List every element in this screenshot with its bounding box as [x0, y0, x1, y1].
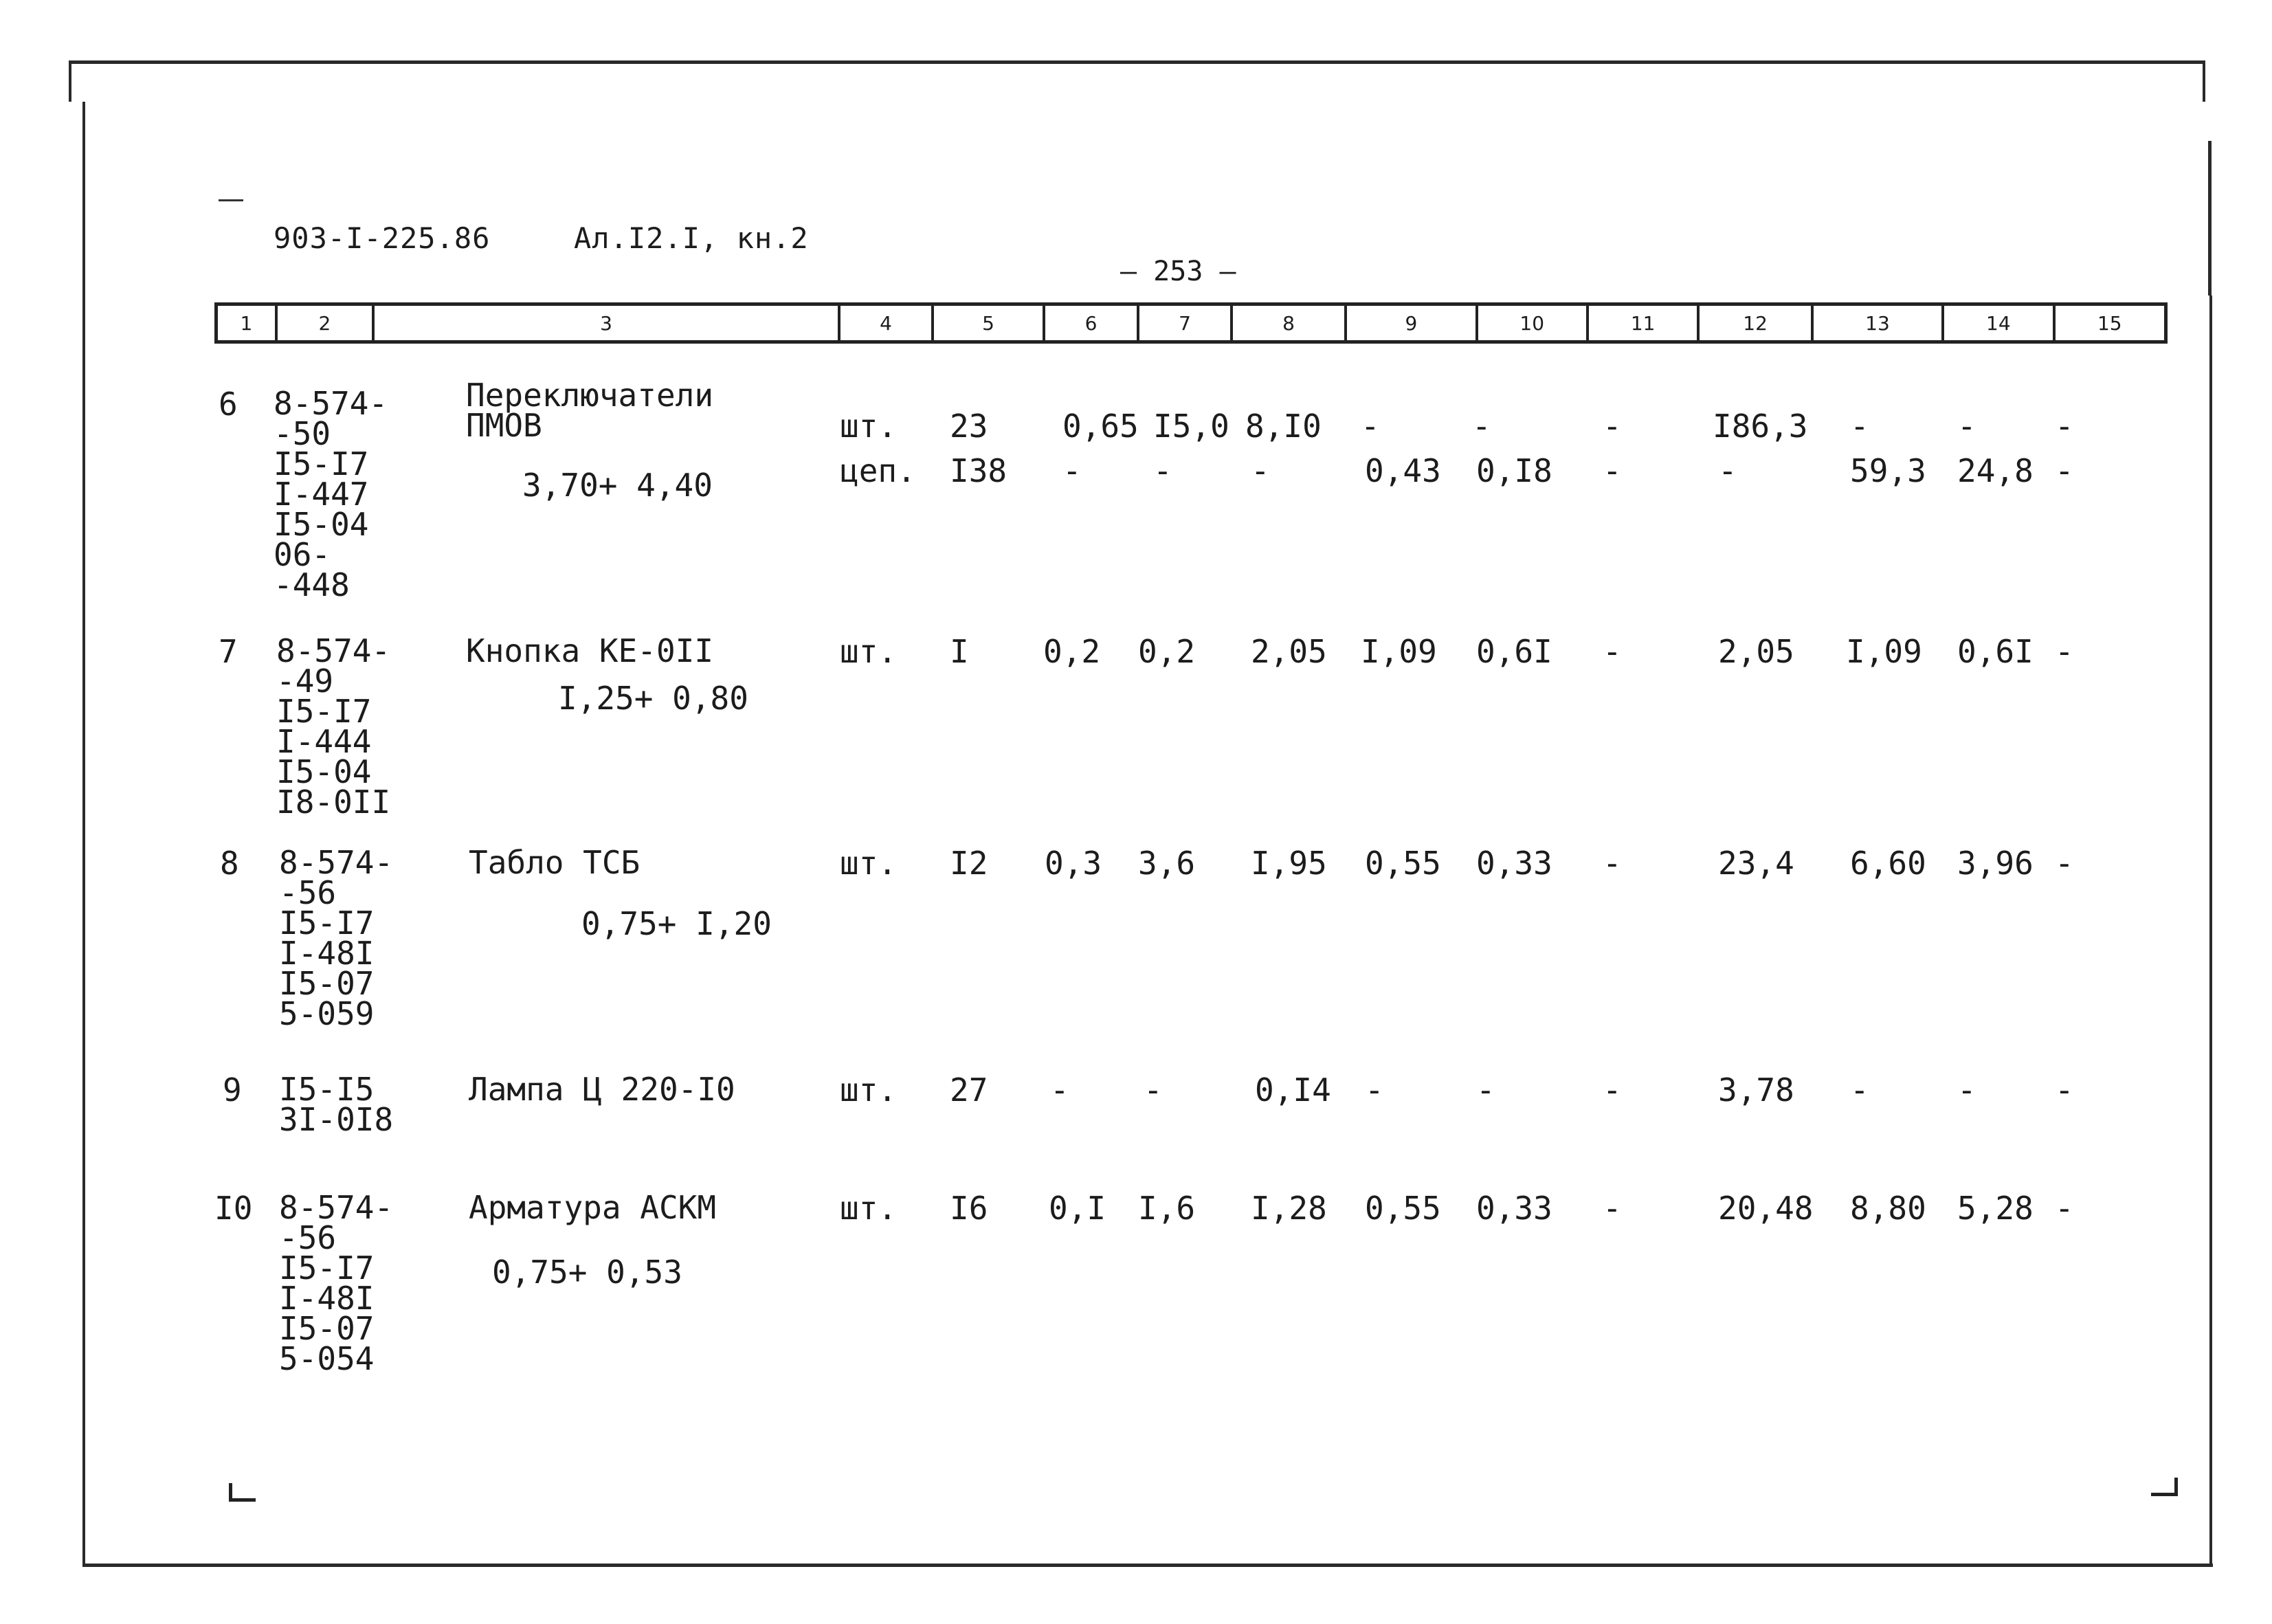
unit: шт.: [840, 1071, 898, 1109]
code-line: I5-07: [279, 965, 375, 1002]
cell-col10: 0,33: [1476, 1190, 1552, 1227]
column-header: 15: [2097, 311, 2122, 335]
item-size: 0,75+ I,20: [581, 905, 772, 942]
column-header: 7: [1139, 306, 1233, 340]
frame-top-border: [69, 60, 2205, 64]
cell-col9: 0,55: [1365, 1190, 1441, 1227]
code-line: 06-: [274, 536, 331, 573]
cell-col7: 3,6: [1138, 845, 1196, 882]
cell-col15: -: [2055, 633, 2074, 670]
cell-col5: 27: [950, 1071, 988, 1109]
cell-col8: I,95: [1251, 845, 1327, 882]
code-line: 3I-0I8: [279, 1101, 394, 1138]
cell-col12: 23,4: [1718, 845, 1794, 882]
frame-bottom-border: [82, 1564, 2213, 1567]
cell-col8: I,28: [1251, 1190, 1327, 1227]
column-header: 2: [278, 306, 375, 340]
cell-col10: 0,6I: [1476, 633, 1552, 670]
column-header: 9: [1347, 306, 1478, 340]
cell-col6: 0,65: [1062, 408, 1139, 445]
cell-col9: 0,43: [1365, 452, 1441, 489]
code-line: 8-574-: [279, 1189, 394, 1226]
item-name: [469, 1189, 717, 1226]
column-header: 14: [1944, 306, 2055, 340]
sheet-reference: Ал.I2.I, кн.2: [574, 221, 809, 255]
code-line: 8-574-: [279, 844, 394, 881]
code-line: -56: [279, 874, 337, 911]
cell-col10: -: [1472, 408, 1491, 445]
cell-col14: 24,8: [1957, 452, 2034, 489]
code-line: I5-07: [279, 1310, 375, 1347]
cell-col13: -: [1850, 408, 1869, 445]
row-number: 7: [219, 633, 238, 670]
cell-col6: -: [1050, 1071, 1069, 1109]
cell-col9: -: [1365, 1071, 1384, 1109]
code-line: I-48I: [279, 1280, 375, 1317]
code-list: [274, 385, 388, 603]
cell-col7: -: [1153, 452, 1172, 489]
corner-mark-bottom-right: [2151, 1478, 2178, 1496]
code-line: I5-I5: [279, 1071, 375, 1108]
cell-col10: -: [1476, 1071, 1495, 1109]
frame-right-bar: [2208, 141, 2212, 296]
cell-col13: -: [1850, 1071, 1869, 1109]
code-line: I5-I7: [276, 693, 372, 730]
column-header: 8: [1233, 306, 1347, 340]
code-line: I8-0II: [276, 783, 391, 821]
cell-col5: I: [950, 633, 969, 670]
frame-right-border: [2203, 60, 2205, 102]
unit: шт.: [840, 408, 898, 445]
cell-col6: 0,3: [1045, 845, 1102, 882]
cell-col14: -: [1957, 1071, 1976, 1109]
item-name: [469, 844, 641, 881]
code-line: 8-574-: [274, 385, 388, 422]
frame-inner-right-border: [2209, 296, 2212, 1567]
cell-col7: I5,0: [1153, 408, 1229, 445]
cell-col14: 5,28: [1957, 1190, 2034, 1227]
cell-col9: I,09: [1361, 633, 1437, 670]
column-header: 6: [1045, 306, 1140, 340]
cell-col9: 0,55: [1365, 845, 1441, 882]
column-header: 3: [375, 306, 840, 340]
corner-mark-bottom-left: [229, 1483, 256, 1502]
cell-col5: I38: [950, 452, 1007, 489]
cell-col14: -: [1957, 408, 1976, 445]
row-number: 9: [223, 1071, 242, 1109]
column-header: 13: [1814, 306, 1944, 340]
page-number: — 253 —: [1120, 256, 1236, 287]
frame-inner-left-border: [82, 102, 85, 1567]
cell-col8: 2,05: [1251, 633, 1327, 670]
cell-col15: -: [2055, 1071, 2074, 1109]
code-line: I5-04: [274, 506, 369, 543]
column-header: 5: [934, 306, 1045, 340]
item-size: I,25+ 0,80: [558, 680, 748, 717]
cell-col15: -: [2055, 845, 2074, 882]
item-size: 3,70+ 4,40: [522, 467, 713, 504]
code-line: I-444: [276, 723, 372, 760]
cell-col12: 20,48: [1718, 1190, 1814, 1227]
column-header: 4: [840, 306, 935, 340]
unit: шт.: [840, 845, 898, 882]
item-name-line: Арматура АСКМ: [469, 1189, 717, 1226]
cell-col14: 0,6I: [1957, 633, 2034, 670]
item-name-line: Переключатели: [466, 377, 714, 414]
unit: шт.: [840, 633, 898, 670]
document-code: 903-I-225.86: [274, 221, 491, 255]
item-name-line: Кнопка КЕ-0II: [466, 632, 714, 669]
corner-mark-top-left: [219, 199, 243, 201]
cell-col7: -: [1144, 1071, 1163, 1109]
cell-col5: I6: [950, 1190, 988, 1227]
code-line: -56: [279, 1219, 337, 1256]
unit: шт.: [840, 1190, 898, 1227]
cell-col11: -: [1603, 408, 1622, 445]
cell-col6: 0,2: [1043, 633, 1101, 670]
code-line: I5-I7: [279, 904, 375, 942]
cell-col8: -: [1251, 452, 1270, 489]
item-size: 0,75+ 0,53: [492, 1254, 682, 1291]
code-list: [279, 1071, 394, 1138]
code-line: -49: [276, 663, 334, 700]
row-number: I0: [214, 1190, 253, 1227]
unit: цеп.: [840, 452, 916, 489]
frame-left-border: [69, 60, 71, 102]
item-name: [466, 632, 714, 669]
cell-col15: -: [2055, 408, 2074, 445]
item-name: [469, 1071, 735, 1108]
cell-col11: -: [1603, 1190, 1622, 1227]
cell-col7: I,6: [1138, 1190, 1196, 1227]
cell-col11: -: [1603, 1071, 1622, 1109]
code-line: I-447: [274, 476, 369, 513]
cell-col15: -: [2055, 452, 2074, 489]
cell-col5: 23: [950, 408, 988, 445]
cell-col11: -: [1603, 633, 1622, 670]
cell-col12: I86,3: [1713, 408, 1808, 445]
code-line: 5-059: [279, 995, 375, 1032]
item-name-line: Лампа Ц 220-I0: [469, 1071, 735, 1108]
code-list: [279, 1189, 394, 1377]
item-name: [466, 377, 714, 444]
code-line: I5-I7: [279, 1249, 375, 1287]
code-line: 8-574-: [276, 632, 391, 669]
column-header: 10: [1478, 306, 1589, 340]
cell-col12: 2,05: [1718, 633, 1794, 670]
row-number: 8: [220, 845, 239, 882]
item-name-line: ПМОВ: [466, 407, 542, 444]
cell-col15: -: [2055, 1190, 2074, 1227]
column-header-row: [214, 302, 2168, 344]
cell-col11: -: [1603, 845, 1622, 882]
cell-col10: 0,I8: [1476, 452, 1552, 489]
cell-col8: 8,I0: [1245, 408, 1322, 445]
code-line: -448: [274, 566, 350, 603]
code-line: I5-I7: [274, 445, 369, 482]
cell-col6: -: [1062, 452, 1082, 489]
cell-col13: I,09: [1846, 633, 1922, 670]
cell-col11: -: [1603, 452, 1622, 489]
column-header: 1: [218, 306, 278, 340]
cell-col13: 59,3: [1850, 452, 1926, 489]
column-header: 12: [1700, 306, 1813, 340]
code-line: -50: [274, 415, 331, 452]
row-number: 6: [219, 386, 238, 423]
cell-col6: 0,I: [1049, 1190, 1106, 1227]
cell-col13: 6,60: [1850, 845, 1926, 882]
code-line: I-48I: [279, 935, 375, 972]
code-list: [279, 844, 394, 1032]
cell-col9: -: [1361, 408, 1380, 445]
code-line: 5-054: [279, 1340, 375, 1377]
cell-col12: 3,78: [1718, 1071, 1794, 1109]
cell-col7: 0,2: [1138, 633, 1196, 670]
code-list: [276, 632, 391, 821]
cell-col13: 8,80: [1850, 1190, 1926, 1227]
cell-col5: I2: [950, 845, 988, 882]
cell-col14: 3,96: [1957, 845, 2034, 882]
cell-col10: 0,33: [1476, 845, 1552, 882]
code-line: I5-04: [276, 753, 372, 790]
cell-col12: -: [1718, 452, 1737, 489]
column-header: 11: [1589, 306, 1700, 340]
item-name-line: Табло ТСБ: [469, 844, 641, 881]
cell-col8: 0,I4: [1255, 1071, 1331, 1109]
